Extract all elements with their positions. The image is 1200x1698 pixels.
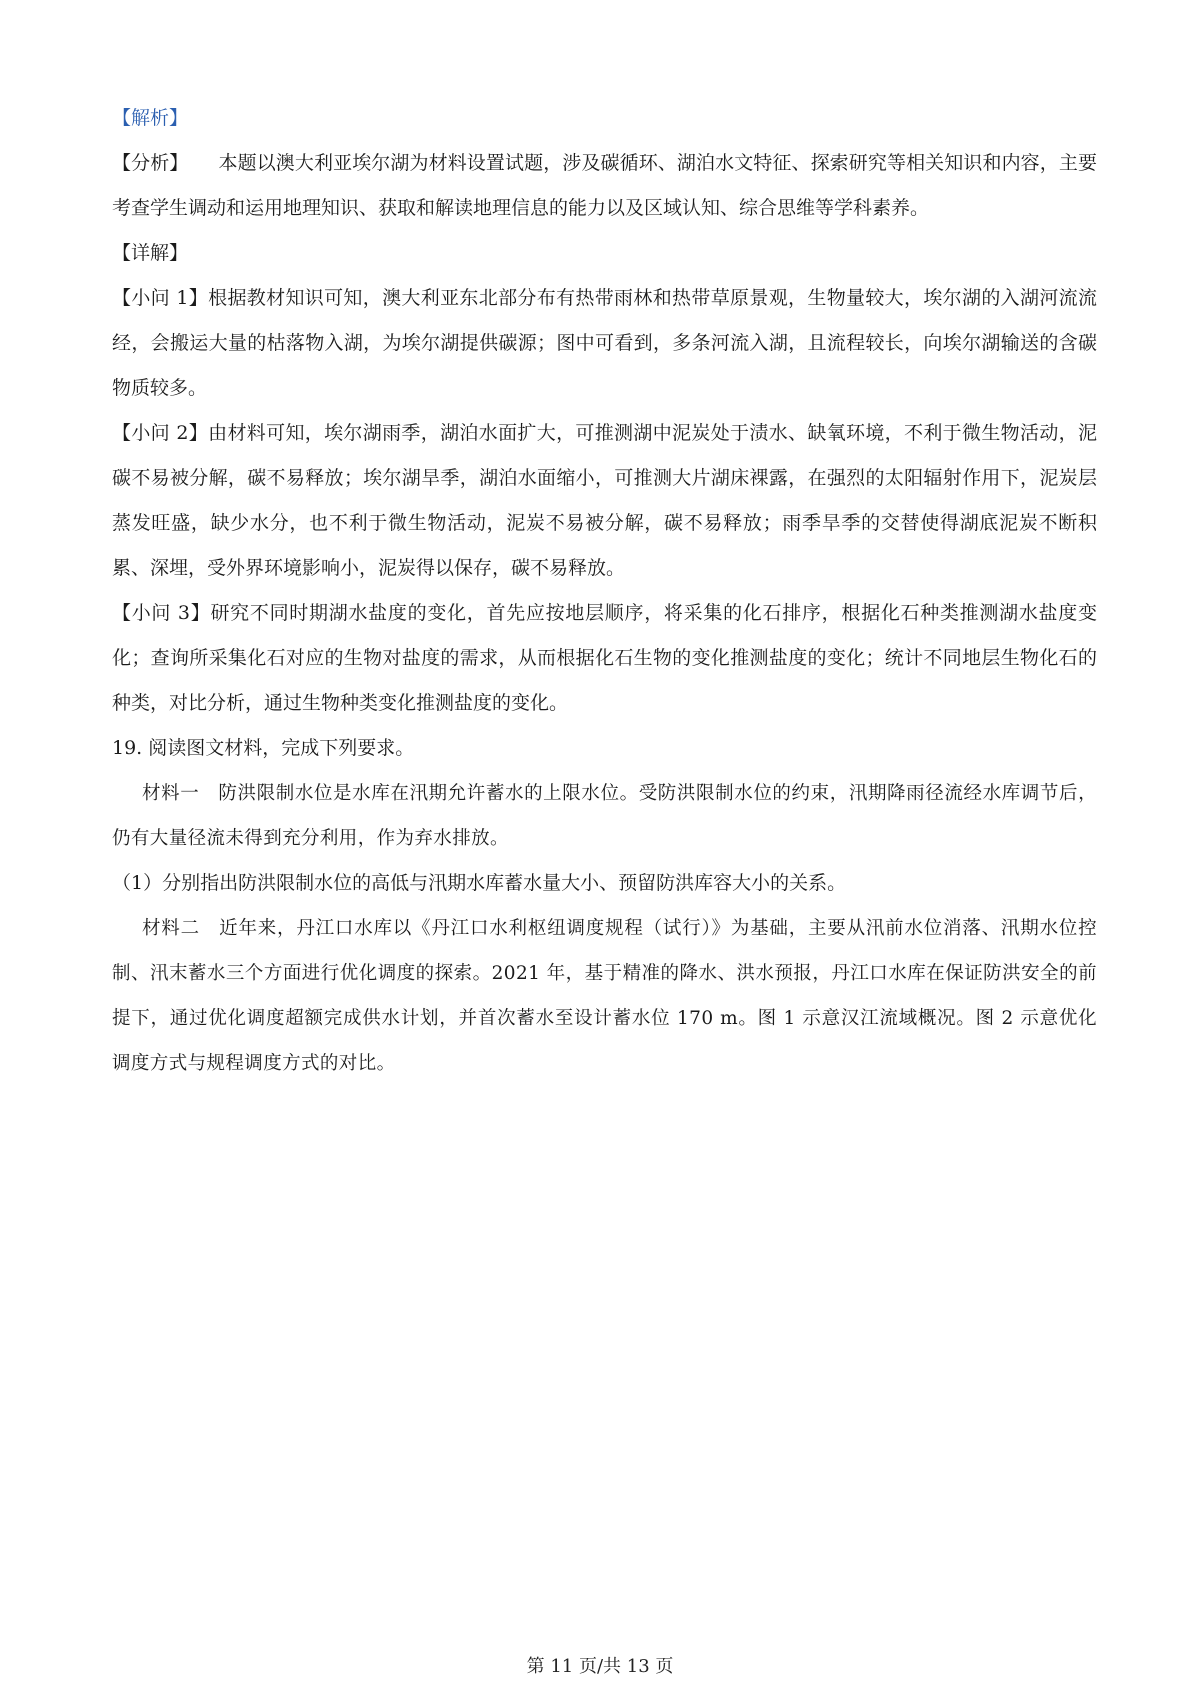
subquestion-3 xyxy=(112,591,1097,726)
subquestion-1-label: 【小问 1】 xyxy=(112,287,209,309)
subquestion-2-text: 由材料可知，埃尔湖雨季，湖泊水面扩大，可推测湖中泥炭处于渍水、缺氧环境，不利于微生物活动，泥碳不易被分解，碳不易释放；埃尔湖旱季，湖泊水面缩小，可推测大片湖床裸露，在强烈的太阳辐射作用下，泥炭层蒸发旺盛，缺少水分，也不利于微生物活动，泥炭不易被分解，碳不易释放；雨季旱季的交替使得湖底泥炭不断积累、深埋，受外界环境影响小，泥炭得以保存，碳不易释放。 xyxy=(112,422,1097,579)
question-19-title: 19. 阅读图文材料，完成下列要求。 xyxy=(112,737,415,759)
page-footer: 第 11 页/共 13 页 xyxy=(526,1656,674,1677)
xiangjie-label: 【详解】 xyxy=(112,242,189,264)
subquestion-2-label: 【小问 2】 xyxy=(112,422,209,444)
question-19-sub1: （1）分别指出防洪限制水位的高低与汛期水库蓄水量大小、预留防洪库容大小的关系。 xyxy=(112,872,847,894)
xiangjie-header xyxy=(112,231,1097,276)
fenxi-paragraph xyxy=(112,141,1097,231)
subquestion-1 xyxy=(112,276,1097,411)
page-content xyxy=(112,96,1097,1086)
fenxi-text: 本题以澳大利亚埃尔湖为材料设置试题，涉及碳循环、湖泊水文特征、探索研究等相关知识和内容，主要考查学生调动和运用地理知识、获取和解读地理信息的能力以及区域认知、综合思维等学科素养。 xyxy=(112,152,1097,219)
subquestion-2 xyxy=(112,411,1097,591)
analysis-header xyxy=(112,96,1097,141)
subquestion-1-text: 根据教材知识可知，澳大利亚东北部分布有热带雨林和热带草原景观，生物量较大，埃尔湖的入湖河流流经，会搬运大量的枯落物入湖，为埃尔湖提供碳源；图中可看到，多条河流入湖，且流程较长，向埃尔湖输送的含碳物质较多。 xyxy=(112,287,1097,399)
analysis-header-label: 【解析】 xyxy=(112,107,189,129)
material-1: 材料一 防洪限制水位是水库在汛期允许蓄水的上限水位。受防洪限制水位的约束，汛期降雨径流经水库调节后，仍有大量径流未得到充分利用，作为弃水排放。 xyxy=(112,783,1097,849)
fenxi-label: 【分析】 xyxy=(112,152,189,174)
subquestion-3-text: 研究不同时期湖水盐度的变化，首先应按地层顺序，将采集的化石排序，根据化石种类推测湖水盐度变化；查询所采集化石对应的生物对盐度的需求，从而根据化石生物的变化推测盐度的变化；统计不同地层生物化石的种类，对比分析，通过生物种类变化推测盐度的变化。 xyxy=(112,602,1097,714)
material-2: 材料二 近年来，丹江口水库以《丹江口水利枢纽调度规程（试行）》为基础，主要从汛前水位消落、汛期水位控制、汛末蓄水三个方面进行优化调度的探索。2021 年，基于精准的降水、洪水预报，丹江口水库在保证防洪安全的前提下，通过优化调度超额完成供水计划，并首次蓄水至设计蓄水位 170 m。图 1 示意汉江流域概况。图 2 示意优化调度方式与规程调度方式的对比。 xyxy=(112,918,1097,1074)
subquestion-3-label: 【小问 3】 xyxy=(112,602,211,624)
